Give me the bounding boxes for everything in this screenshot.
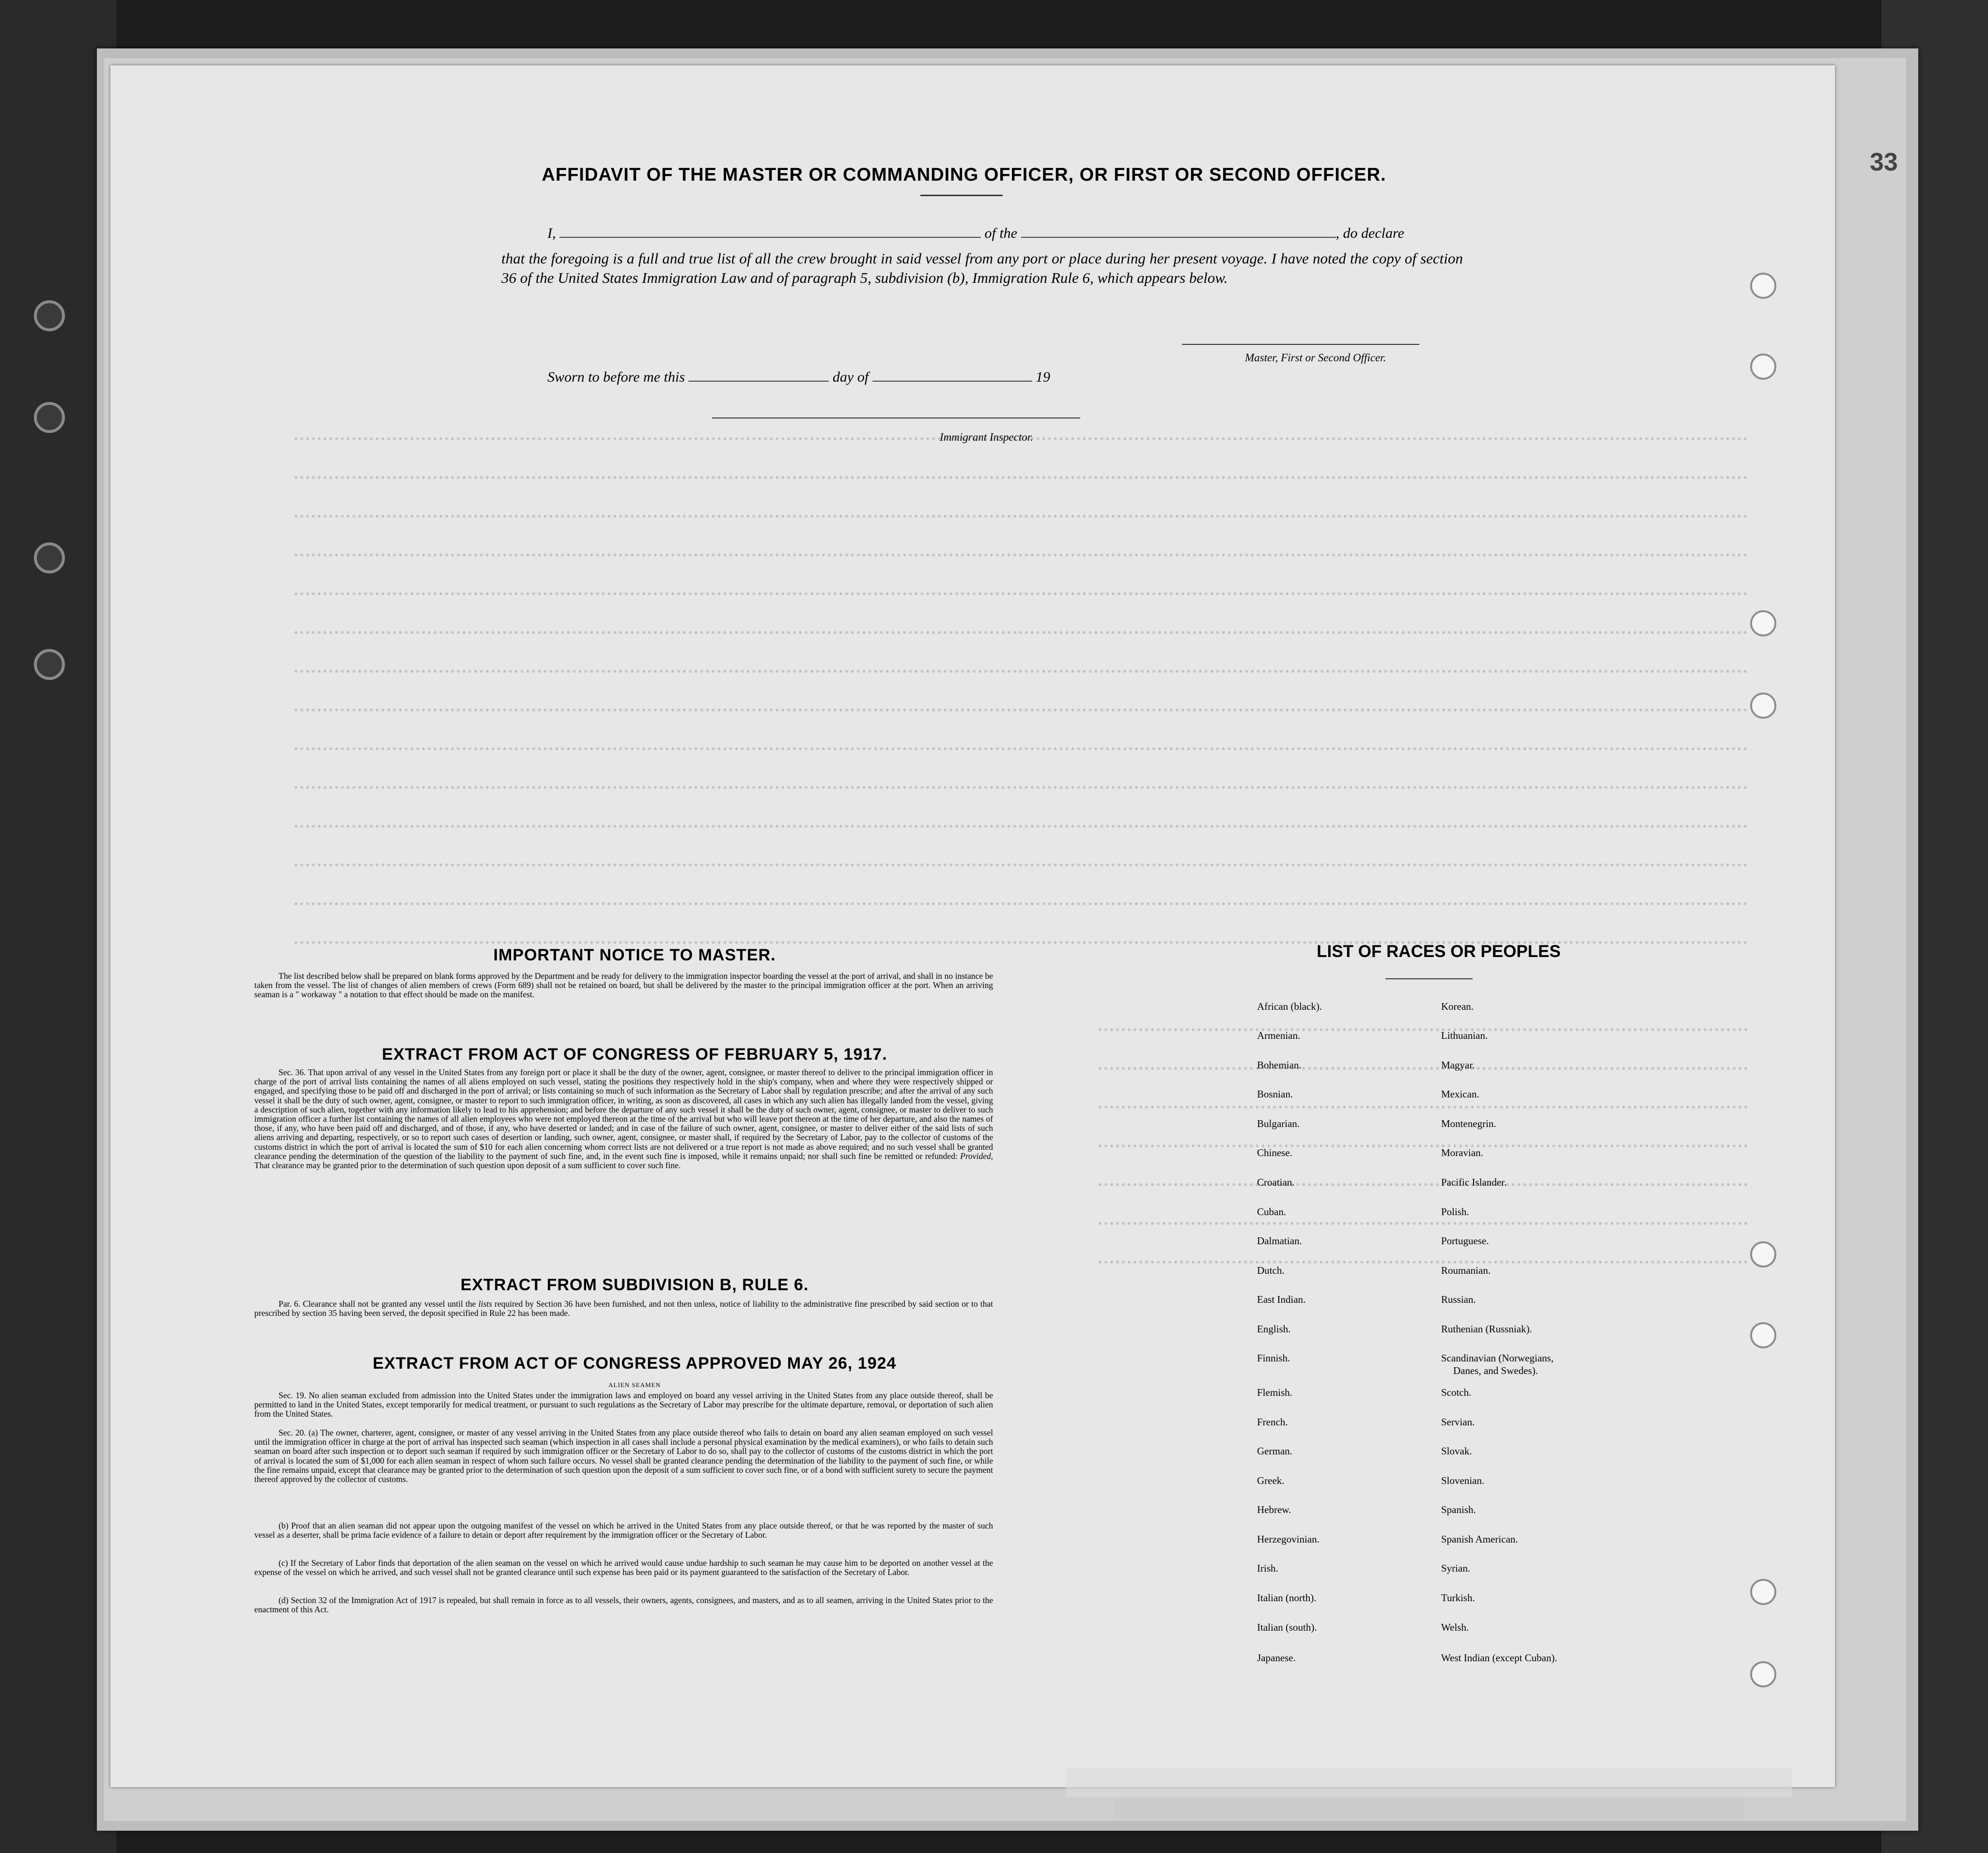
race-item: Syrian.	[1441, 1562, 1471, 1574]
bleed-through-row	[295, 860, 1748, 866]
race-item: Russian.	[1441, 1294, 1476, 1305]
bleed-through-row	[295, 898, 1748, 905]
race-item: Mexican.	[1441, 1088, 1479, 1100]
race-item: Armenian.	[1257, 1030, 1301, 1041]
race-item: German.	[1257, 1445, 1292, 1457]
punch-hole-icon	[1750, 354, 1776, 380]
page-number: 33	[1870, 148, 1898, 176]
race-item: Chinese.	[1257, 1147, 1292, 1158]
races-title: LIST OF RACES OR PEOPLES	[1317, 942, 1561, 961]
binder-ring-icon	[34, 300, 65, 331]
race-item: Slovenian.	[1441, 1475, 1485, 1486]
bleed-through-row	[1099, 1218, 1748, 1225]
bleed-through-row	[295, 705, 1748, 711]
notice-text: The list described below shall be prepared on blank forms approved by the Department and be ready for delivery to the immigration inspector boarding the vessel at the port of arrival, and shall in no instance be taken from the vessel. The list of changes of alien members of crews (Form 689) shall not be retained on board, but shall be delivered by the master to the principal immigration officer at the port. When an arriving seaman is a " workaway " a notation to that effect should be made on the manifest.	[254, 971, 993, 1000]
bleed-through-row	[295, 627, 1748, 634]
race-item: Montenegrin.	[1441, 1118, 1496, 1129]
race-item: English.	[1257, 1323, 1291, 1335]
day-of-label: day of	[832, 369, 869, 385]
race-item: French.	[1257, 1416, 1288, 1428]
provided-word: Provided,	[960, 1151, 993, 1161]
signature-label: Master, First or Second Officer.	[1245, 352, 1386, 364]
bleed-through-row	[295, 550, 1748, 556]
race-item: Italian (south).	[1257, 1621, 1317, 1633]
punch-hole-icon	[1750, 1322, 1776, 1348]
sec-36-tail: That clearance may be granted prior to the determination of such question upon deposit of a sum sufficient to cover such fine.	[254, 1160, 681, 1171]
sworn-month-blank	[872, 381, 1032, 382]
race-item: Finnish.	[1257, 1352, 1290, 1364]
extract-rule6-title: EXTRACT FROM SUBDIVISION B, RULE 6.	[460, 1276, 809, 1294]
race-item: Spanish American.	[1441, 1533, 1518, 1545]
bleed-through-row	[1099, 1024, 1748, 1031]
sworn-line	[547, 369, 1050, 386]
race-item: Scotch.	[1441, 1387, 1472, 1398]
bleed-through-row	[295, 472, 1748, 479]
race-item: Bohemian.	[1257, 1059, 1302, 1071]
race-item: Ruthenian (Russniak).	[1441, 1323, 1532, 1335]
sec-36-label: Sec. 36.	[279, 1067, 306, 1077]
bleed-through-row	[295, 782, 1748, 789]
race-item: Welsh.	[1441, 1621, 1469, 1633]
sec-20a-text: Sec. 20. (a) The owner, charterer, agent, consignee, or master of any vessel arriving in the United States from any place outside thereof who fails to detain on board any alien seaman employed on such vessel until the immigration officer in charge at the port of arrival has inspected such seaman (which inspection in all cases shall include a personal physical examination by the medical examiners), or who fails to detain such seaman on board after such inspection or to deport such seaman if required by such immigration officer or the Secretary of Labor to do so, shall pay to the collector of customs of the customs district in which the port of arrival is located the sum of $1,000 for each alien seaman in respect of whom such failure occurs. No vessel shall be granted clearance pending the determination of the liability to the payment of such fine, or while the fine remains unpaid, except that clearance may be granted prior to the determination of such question upon the deposit of a sum sufficient to cover such fine, or of a bond with sufficient surety to secure the payment thereof approved by the collector of customs.	[254, 1428, 993, 1484]
binder-ring-icon	[34, 542, 65, 573]
bleed-through-row	[295, 511, 1748, 518]
vessel-name-blank	[1021, 237, 1336, 238]
declarant-name-blank	[559, 237, 981, 238]
race-item: Japanese.	[1257, 1652, 1296, 1664]
race-item: Lithuanian.	[1441, 1030, 1488, 1041]
race-item: Portuguese.	[1441, 1235, 1489, 1247]
sec-36-text: That upon arrival of any vessel in the United States from any foreign port or place it shall be the duty of the owner, agent, consignee, or master thereof to deliver to the principal immigration officer in charge of the port of arrival lists containing the names of all aliens employed on such vessel, stating the positions they respectively hold in the ship's company, when and where they were respectively shipped or engaged, and specifying those to be paid off and discharged in the port of arrival; or lists containing so much of such information as the Secretary of Labor shall by regulation prescribe; and after the arrival of any such vessel it shall be the duty of such owner, agent, consignee, or master to report to such immigration officer, in writing, as soon as discovered, all cases in which any such alien has illegally landed from the vessel, giving a description of such alien, together with any information likely to lead to his apprehension; and before the departure of any such vessel it shall be the duty of such owner, agent, consignee, or master to deliver to such immigration officer a further list containing the names of all alien employees who were not employed thereon at the time of the arrival but who will leave port thereon at the time of her departure, and also the names of those, if any, who have been paid off and discharged, and of those, if any, who have deserted or landed; and in case of the failure of such owner, agent, consignee, or master to deliver either of the said lists of such aliens arriving and departing, respectively, or so to report such cases of desertion or landing, such owner, agent, consignee, or master shall, if required by the Secretary of Labor, pay to the collector of customs of the customs district in which the port of arrival is located the sum of $10 for each alien concerning whom correct lists are not delivered or a true report is not made as above required; and no such vessel shall be granted clearance pending the determination of the question of the liability to the payment of such fine, and, in the event such fine is imposed, while it remains unpaid; nor shall such fine be remitted or refunded:	[254, 1067, 993, 1161]
sec-19-text: Sec. 19. No alien seaman excluded from admission into the United States under the immigration laws and employed on board any vessel arriving in the United States from any place outside thereof, shall be permitted to land in the United States, except temporarily for medical treatment, or pursuant to such regulations as the Secretary of Labor may prescribe for the ultimate departure, removal, or deportation of such alien from the United States.	[254, 1390, 993, 1419]
affidavit-declarant-line	[547, 225, 1404, 242]
punch-hole-icon	[1750, 273, 1776, 299]
notice-title: IMPORTANT NOTICE TO MASTER.	[493, 946, 776, 964]
inspector-label: Immigrant Inspector.	[940, 431, 1033, 443]
race-item: Korean.	[1441, 1001, 1474, 1012]
signature-blank	[1182, 344, 1419, 345]
extract-1924-title: EXTRACT FROM ACT OF CONGRESS APPROVED MAY 26, 1924	[373, 1354, 897, 1373]
sworn-label: Sworn to before me this	[547, 369, 685, 385]
rule6-text-a: Par. 6. Clearance shall not be granted any vessel until the	[279, 1299, 476, 1309]
bleed-through-row	[1099, 1141, 1748, 1147]
race-item: Flemish.	[1257, 1387, 1292, 1398]
races-title-rule	[1385, 978, 1473, 979]
race-item: East Indian.	[1257, 1294, 1306, 1305]
binder-ring-icon	[34, 402, 65, 433]
punch-hole-icon	[1750, 1241, 1776, 1267]
sec-20d-text: (d) Section 32 of the Immigration Act of 1917 is repealed, but shall remain in force as to all vessels, their owners, agents, consignees, and masters, and as to all seamen, arriving in the United States prior to the enactment of this Act.	[254, 1595, 993, 1615]
bleed-through-row	[295, 743, 1748, 750]
paper-edge	[1066, 1768, 1792, 1797]
paper-edge	[1114, 1799, 1744, 1819]
race-item: Irish.	[1257, 1562, 1278, 1574]
bleed-through-row	[1099, 1063, 1748, 1070]
sec-20b-text: (b) Proof that an alien seaman did not appear upon the outgoing manifest of the vessel on which he arrived in the United States from any place outside thereof, or that he was reported by the master of such vessel as a deserter, shall be prima facie evidence of a failure to detain or deport after requirement by the immigration officer or the Secretary of Labor.	[254, 1521, 993, 1540]
bleed-through-row	[295, 666, 1748, 673]
extract-1924-subtitle: ALIEN SEAMEN	[608, 1381, 661, 1389]
race-item: Roumanian.	[1441, 1265, 1491, 1276]
race-item: Cuban.	[1257, 1206, 1287, 1218]
bleed-through-row	[1099, 1257, 1748, 1264]
race-item: Servian.	[1441, 1416, 1475, 1428]
race-item: Italian (north).	[1257, 1592, 1317, 1604]
punch-hole-icon	[1750, 693, 1776, 719]
sec-20c-text: (c) If the Secretary of Labor finds that deportation of the alien seaman on the vessel on which he arrived would cause undue hardship to such seaman he may cause him to be deported on another vessel at the expense of the vessel on which he arrived, and such vessel shall not be granted clearance until such expense has been paid or its payment guaranteed to the satisfaction of the Secretary of Labor.	[254, 1558, 993, 1577]
race-item: African (black).	[1257, 1001, 1322, 1012]
affidavit-i-label: I,	[547, 225, 556, 241]
race-item: Slovak.	[1441, 1445, 1472, 1457]
punch-hole-icon	[1750, 1579, 1776, 1605]
race-item: Hebrew.	[1257, 1504, 1291, 1515]
race-item: Bosnian.	[1257, 1088, 1293, 1100]
race-item: Scandinavian (Norwegians,	[1441, 1352, 1554, 1364]
affidavit-body: that the foregoing is a full and true list of all the crew brought in said vessel from any port or place during her present voyage. I have noted the copy of section 36 of the United States Immigration Law and of paragraph 5, subdivision (b), Immigration Rule 6, which appears below.	[501, 250, 1463, 286]
race-item: Spanish.	[1441, 1504, 1476, 1515]
punch-hole-icon	[1750, 610, 1776, 636]
bleed-through-row	[295, 588, 1748, 595]
race-item: Dutch.	[1257, 1265, 1285, 1276]
race-item: Dalmatian.	[1257, 1235, 1302, 1247]
affidavit-declare-label: , do declare	[1336, 225, 1404, 241]
rule6-text-b: required by Section 36 have been furnished, and not then unless, notice of liability to the administrative fine prescribed by said section or to that prescribed by section 35 having been served, the deposit specified in Rule 22 has been made.	[254, 1299, 993, 1318]
sworn-day-blank	[688, 381, 829, 382]
race-item: Greek.	[1257, 1475, 1285, 1486]
bleed-through-row	[295, 821, 1748, 828]
affidavit-title: AFFIDAVIT OF THE MASTER OR COMMANDING OFFICER, OR FIRST OR SECOND OFFICER.	[542, 165, 1386, 185]
extract-1917-text	[254, 1068, 993, 1170]
race-item: Bulgarian.	[1257, 1118, 1300, 1129]
race-item: Danes, and Swedes).	[1453, 1365, 1538, 1376]
race-item: Herzegovinian.	[1257, 1533, 1320, 1545]
rule6-lists-word: lists	[478, 1299, 492, 1309]
race-item: West Indian (except Cuban).	[1441, 1652, 1557, 1664]
year-label: 19	[1036, 369, 1051, 385]
race-item: Pacific Islander.	[1441, 1176, 1507, 1188]
affidavit-of-the-label: of the	[984, 225, 1017, 241]
race-item: Turkish.	[1441, 1592, 1475, 1604]
race-item: Polish.	[1441, 1206, 1469, 1218]
inspector-signature-blank	[712, 417, 1080, 418]
bleed-through-row	[1099, 1179, 1748, 1186]
race-item: Magyar.	[1441, 1059, 1475, 1071]
title-rule	[920, 195, 1003, 196]
extract-1917-title: EXTRACT FROM ACT OF CONGRESS OF FEBRUARY 5, 1917.	[382, 1045, 887, 1064]
extract-rule6-text	[254, 1299, 993, 1318]
race-item: Croatian.	[1257, 1176, 1295, 1188]
punch-hole-icon	[1750, 1661, 1776, 1687]
race-item: Moravian.	[1441, 1147, 1483, 1158]
bleed-through-row	[1099, 1102, 1748, 1109]
binder-ring-icon	[34, 649, 65, 680]
